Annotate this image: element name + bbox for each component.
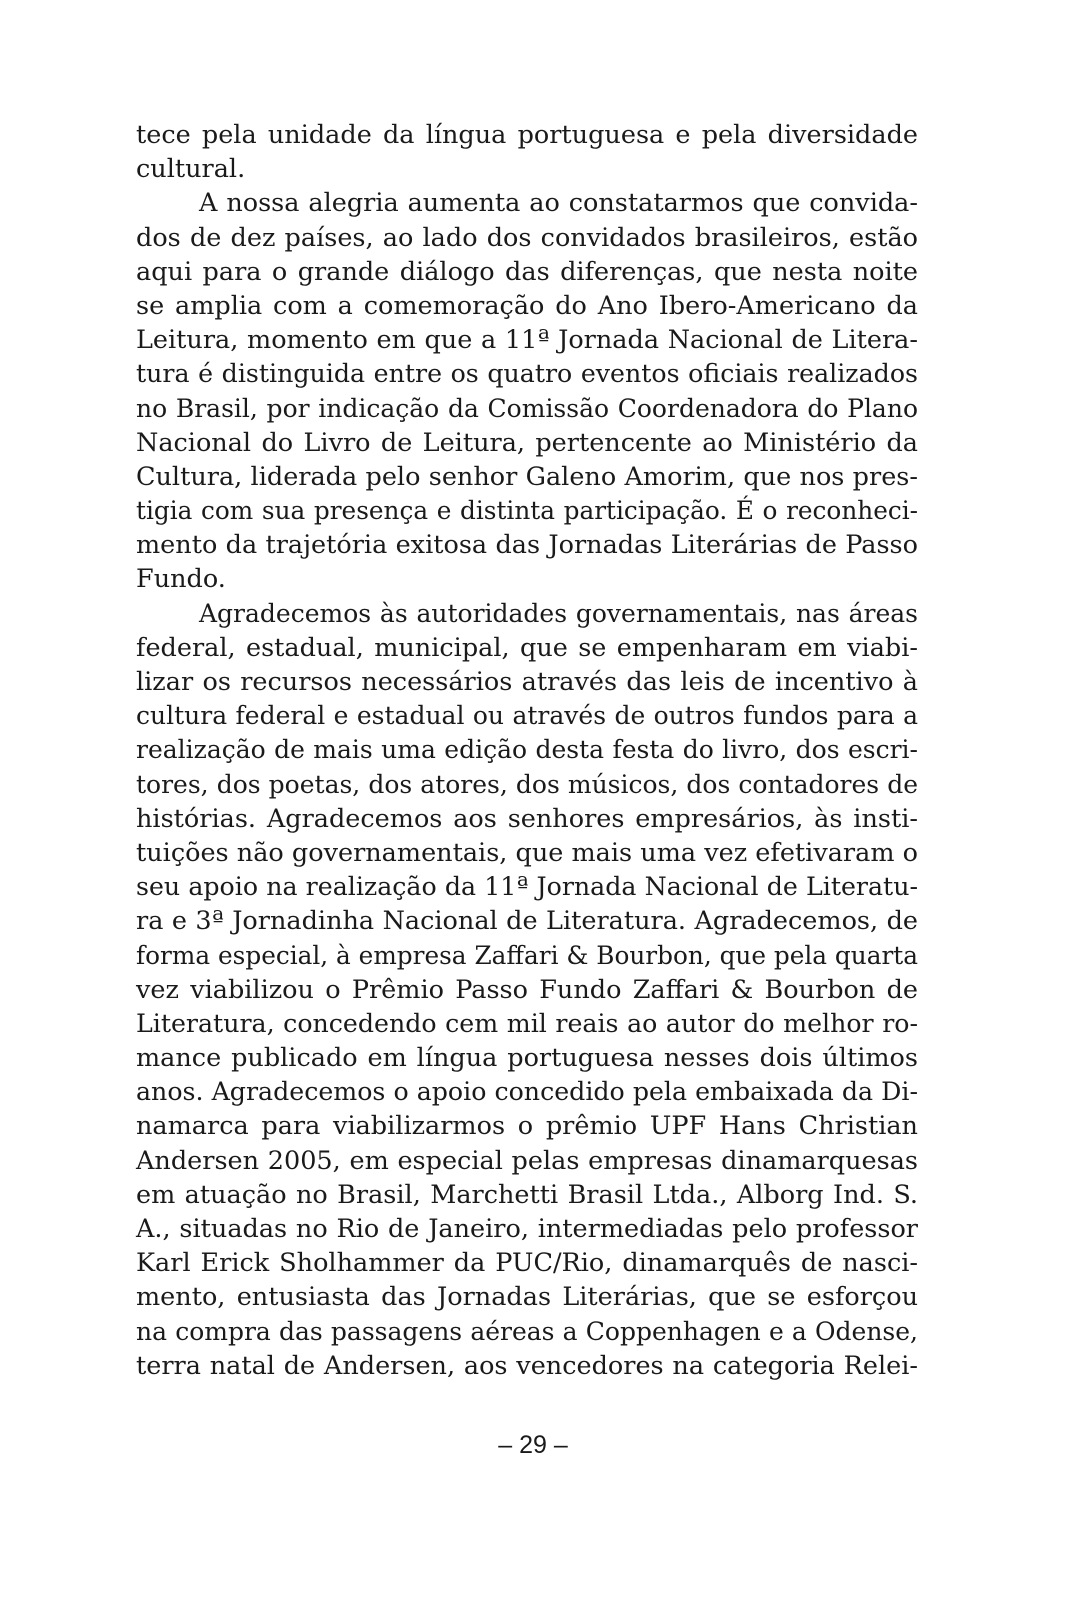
text-line: cultural.: [136, 154, 246, 185]
text-line: seu apoio na realização da 11ª Jornada Nacional de Literatu-: [136, 872, 918, 902]
text-line: federal, estadual, municipal, que se empenharam em viabi-: [136, 632, 918, 663]
text-line: aqui para o grande diálogo das diferenças, que nesta noite: [136, 256, 918, 287]
text-line: na compra das passagens aéreas a Coppenhagen e a Odense,: [136, 1316, 918, 1346]
text-line: Cultura, liderada pelo senhor Galeno Amorim, que nos pres-: [136, 461, 918, 492]
text-line: Karl Erick Sholhammer da PUC/Rio, dinamarquês de nasci-: [136, 1248, 918, 1279]
text-line: tura é distinguida entre os quatro eventos oficiais realizados: [136, 359, 918, 389]
text-line: Leitura, momento em que a 11ª Jornada Nacional de Litera-: [136, 325, 918, 356]
text-line: realização de mais uma edição desta festa do livro, dos escri-: [136, 735, 918, 765]
text-line: mento da trajetória exitosa das Jornadas Literárias de Passo: [136, 530, 918, 561]
text-line: lizar os recursos necessários através das leis de incentivo à: [136, 667, 918, 697]
text-line: mento, entusiasta das Jornadas Literárias, que se esforçou: [136, 1282, 918, 1313]
text-line: anos. Agradecemos o apoio concedido pela embaixada da Di-: [136, 1077, 918, 1107]
text-line: em atuação no Brasil, Marchetti Brasil Ltda., Alborg Ind. S.: [136, 1179, 918, 1210]
text-line: A nossa alegria aumenta ao constatarmos que convida-: [199, 188, 918, 219]
text-line: terra natal de Andersen, aos vencedores na categoria Relei-: [136, 1350, 918, 1381]
text-line: tigia com sua presença e distinta participação. É o reconheci-: [136, 496, 918, 526]
text-line: forma especial, à empresa Zaffari & Bourbon, que pela quarta: [136, 940, 918, 970]
text-line: tuições não governamentais, que mais uma vez efetivaram o: [136, 837, 918, 868]
text-line: Agradecemos às autoridades governamentais, nas áreas: [199, 598, 918, 628]
text-line: dos de dez países, ao lado dos convidados brasileiros, estão: [136, 222, 918, 253]
text-line: mance publicado em língua portuguesa nesses dois últimos: [136, 1043, 918, 1074]
text-line: se amplia com a comemoração do Ano Ibero-Americano da: [136, 290, 918, 321]
text-line: cultura federal e estadual ou através de outros fundos para a: [136, 701, 918, 731]
text-line: Nacional do Livro de Leitura, pertencente ao Ministério da: [136, 427, 918, 458]
page-number: – 29 –: [498, 1431, 568, 1459]
text-line: namarca para viabilizarmos o prêmio UPF Hans Christian: [136, 1111, 918, 1142]
text-line: Andersen 2005, em especial pelas empresas dinamarquesas: [136, 1145, 918, 1176]
text-line: Fundo.: [136, 564, 226, 595]
text-line: Literatura, concedendo cem mil reais ao autor do melhor ro-: [136, 1008, 918, 1038]
text-line: vez viabilizou o Prêmio Passo Fundo Zaffari & Bourbon de: [136, 974, 918, 1005]
text-line: ra e 3ª Jornadinha Nacional de Literatura. Agradecemos, de: [136, 906, 918, 937]
text-line: no Brasil, por indicação da Comissão Coordenadora do Plano: [136, 393, 918, 423]
text-line: tores, dos poetas, dos atores, dos músicos, dos contadores de: [136, 769, 918, 799]
text-line: tece pela unidade da língua portuguesa e pela diversidade: [136, 120, 918, 150]
text-line: A., situadas no Rio de Janeiro, intermediadas pelo professor: [136, 1214, 918, 1244]
text-line: histórias. Agradecemos aos senhores empresários, às insti-: [136, 803, 918, 834]
body-text: [136, 118, 918, 1383]
